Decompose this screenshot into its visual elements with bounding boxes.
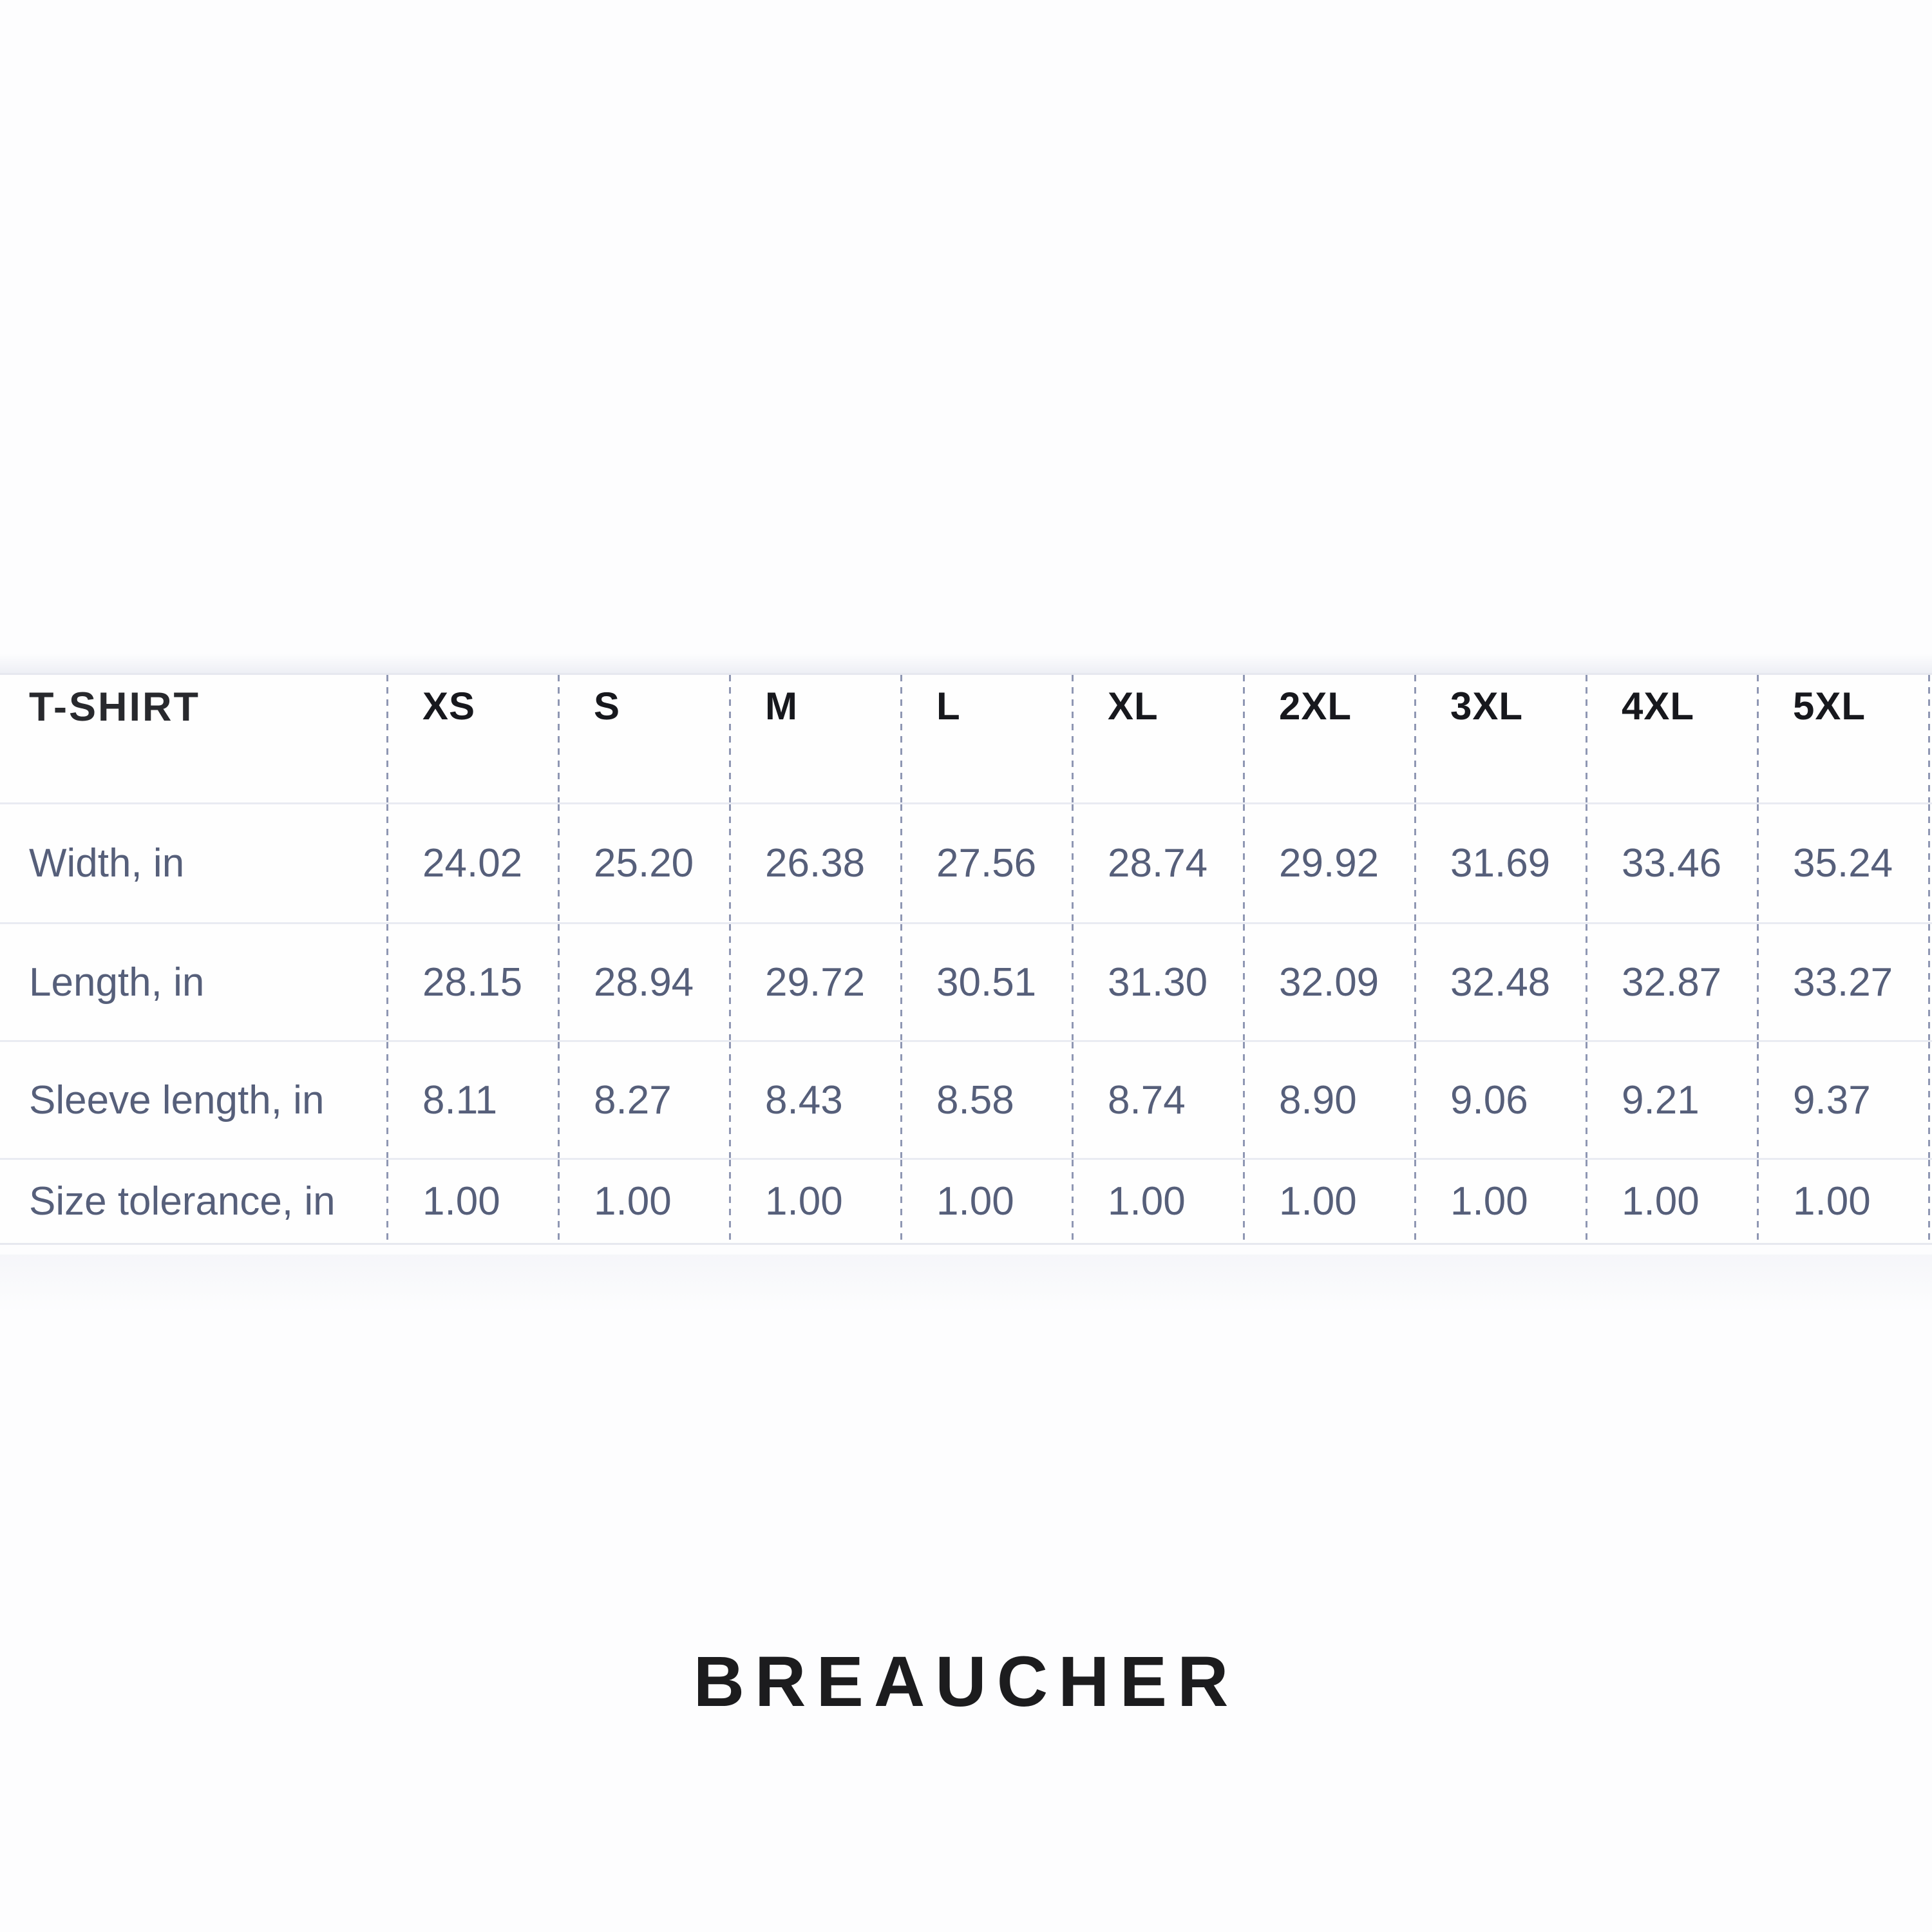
value-cell: 26.38: [729, 804, 900, 923]
value-cell: 8.90: [1243, 1041, 1414, 1159]
column-header-l: L: [900, 674, 1072, 804]
value-cell: 24.02: [386, 804, 558, 923]
value-cell: 1.00: [1072, 1159, 1243, 1244]
value-cell: 9.21: [1586, 1041, 1757, 1159]
value-cell: 1.00: [1243, 1159, 1414, 1244]
value-cell: 28.15: [386, 923, 558, 1041]
table-row: [0, 1159, 1932, 1244]
value-cell: 8.74: [1072, 1041, 1243, 1159]
value-cell: 30.51: [900, 923, 1072, 1041]
value-cell: 29.72: [729, 923, 900, 1041]
size-chart-body: [0, 804, 1932, 1244]
value-cell: 9.06: [1414, 1041, 1586, 1159]
value-cell: 28.94: [558, 923, 729, 1041]
value-cell: 33.46: [1586, 804, 1757, 923]
value-cell: 1.00: [900, 1159, 1072, 1244]
row-label-cell: Size tolerance, in: [29, 1179, 336, 1224]
value-cell: 35.24: [1757, 804, 1928, 923]
value-cell: 1.00: [729, 1159, 900, 1244]
value-cell: 9.37: [1757, 1041, 1928, 1159]
value-cell: 8.11: [386, 1041, 558, 1159]
column-header-2xl: 2XL: [1243, 674, 1414, 804]
value-cell: 27.56: [900, 804, 1072, 923]
value-cell: 32.09: [1243, 923, 1414, 1041]
value-cell: 8.43: [729, 1041, 900, 1159]
value-cell: 8.58: [900, 1041, 1072, 1159]
value-cell: 31.30: [1072, 923, 1243, 1041]
value-cell: 1.00: [1757, 1159, 1928, 1244]
clipped-edge-cell: [1928, 923, 1932, 1041]
row-label-cell: Sleeve length, in: [29, 1077, 325, 1122]
table-row: [0, 804, 1932, 923]
value-cell: 32.48: [1414, 923, 1586, 1041]
table-row: [0, 923, 1932, 1041]
table-bottom-shadow: [0, 1255, 1932, 1312]
value-cell: 31.69: [1414, 804, 1586, 923]
table-title-cell: T-SHIRT: [29, 685, 200, 730]
column-header-m: M: [729, 674, 900, 804]
row-label-cell: Length, in: [29, 960, 205, 1005]
value-cell: 1.00: [558, 1159, 729, 1244]
value-cell: 1.00: [386, 1159, 558, 1244]
column-header-s: S: [558, 674, 729, 804]
row-label-cell: Width, in: [29, 841, 185, 886]
clipped-edge-cell: [1928, 1041, 1932, 1159]
value-cell: 33.27: [1757, 923, 1928, 1041]
value-cell: 1.00: [1414, 1159, 1586, 1244]
brand-wordmark: BREAUCHER: [693, 1642, 1239, 1721]
clipped-edge-cell: [1928, 1159, 1932, 1244]
column-header-3xl: 3XL: [1414, 674, 1586, 804]
value-cell: 29.92: [1243, 804, 1414, 923]
header-row: [0, 674, 1932, 804]
value-cell: 1.00: [1586, 1159, 1757, 1244]
table-top-shadow: [0, 654, 1932, 673]
column-header-xl: XL: [1072, 674, 1243, 804]
size-chart-table: [0, 673, 1932, 1245]
value-cell: 25.20: [558, 804, 729, 923]
value-cell: 8.27: [558, 1041, 729, 1159]
clipped-edge-cell: [1928, 674, 1932, 804]
value-cell: 32.87: [1586, 923, 1757, 1041]
value-cell: 28.74: [1072, 804, 1243, 923]
column-header-xs: XS: [386, 674, 558, 804]
table-row: [0, 1041, 1932, 1159]
column-header-4xl: 4XL: [1586, 674, 1757, 804]
column-header-5xl: 5XL: [1757, 674, 1928, 804]
clipped-edge-cell: [1928, 804, 1932, 923]
